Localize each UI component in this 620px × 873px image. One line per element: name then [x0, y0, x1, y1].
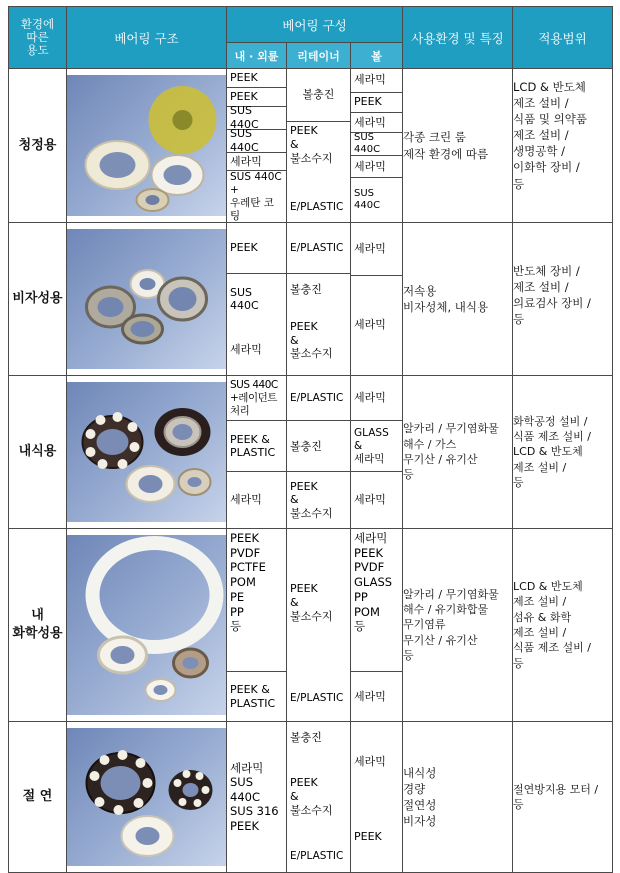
retainer-cell: [287, 376, 351, 529]
bearing-photo: [67, 229, 226, 369]
ball-item: GLASS & 세라믹: [351, 421, 402, 472]
ball-item: 세라믹: [354, 318, 386, 332]
inner-outer-item: SUS 440C: [230, 285, 259, 313]
photo-cell: [67, 529, 227, 722]
inner-outer-cell: [227, 722, 287, 873]
photo-cell: [67, 69, 227, 223]
table-row: [9, 69, 613, 223]
inner-outer-cell: [227, 223, 287, 376]
ball-item: 세라믹: [351, 223, 402, 276]
ball-item: SUS 440C: [351, 133, 402, 156]
retainer-item: E/PLASTIC: [287, 223, 350, 274]
bearing-photo: [67, 382, 226, 522]
usage-cell: 내식용: [9, 376, 67, 529]
inner-outer-item: PEEK: [227, 88, 286, 107]
retainer-item: PEEK & 불소수지: [290, 776, 333, 817]
inner-outer-item: PEEK: [227, 223, 286, 274]
inner-outer-item: 세라믹: [230, 342, 262, 356]
table-row: [9, 376, 613, 529]
ball-item: 세라믹 PEEK PVDF GLASS PP POM 등: [351, 529, 402, 672]
inner-outer-item: SUS 440C +레이던트처리: [227, 376, 286, 421]
retainer-item: E/PLASTIC: [290, 201, 344, 214]
header-scope: 적용범위: [513, 7, 613, 69]
ball-cell: [351, 722, 403, 873]
bearing-illustration: [67, 382, 226, 522]
header-composition: 베어링 구성: [227, 7, 403, 43]
inner-outer-cell: [227, 529, 287, 722]
environment-cell: 알카리 / 무기염화물 해수 / 가스 무기산 / 유기산 등: [403, 376, 513, 529]
ball-item: 세라믹: [351, 69, 402, 93]
bearing-table: [8, 6, 613, 873]
retainer-item: 볼충진: [287, 69, 350, 122]
scope-cell: 절연방지용 모터 / 등: [513, 722, 613, 873]
table-row: [9, 223, 613, 376]
ball-item: 세라믹: [354, 754, 386, 768]
environment-cell: 각종 크린 룸 제작 환경에 따름: [403, 69, 513, 223]
ball-item: PEEK: [354, 829, 382, 843]
bearing-illustration: [67, 728, 226, 866]
inner-outer-cell: [227, 376, 287, 529]
ball-item: 세라믹: [354, 689, 386, 703]
usage-cell: 절 연: [9, 722, 67, 873]
retainer-item: PEEK & 불소수지: [290, 124, 333, 165]
table-row: [9, 722, 613, 873]
ball-item: 세라믹: [351, 376, 402, 421]
retainer-item: E/PLASTIC: [290, 692, 344, 705]
header-retainer: 리테이너: [287, 43, 351, 69]
scope-cell: 화학공정 설비 / 식품 제조 설비 / LCD & 반도체 제조 설비 / 등: [513, 376, 613, 529]
retainer-item: E/PLASTIC: [287, 376, 350, 421]
table-row: [9, 529, 613, 722]
inner-outer-item: 세라믹: [230, 493, 262, 507]
inner-outer-item: SUS 440C: [227, 130, 286, 153]
retainer-item: 볼충진: [290, 730, 322, 744]
inner-outer-item: PEEK PVDF PCTFE POM PE PP 등: [227, 529, 286, 672]
retainer-cell: [287, 529, 351, 722]
bearing-illustration: [67, 75, 226, 216]
ball-item: 세라믹: [351, 113, 402, 133]
retainer-item: PEEK & 불소수지: [290, 582, 333, 623]
inner-outer-item: SUS 440C + 우레탄 코팅: [230, 170, 282, 222]
header-usage: 환경에 따른 용도: [9, 7, 67, 69]
ball-item: PEEK: [351, 93, 402, 113]
retainer-cell: [287, 69, 351, 223]
scope-cell: LCD & 반도체 제조 설비 / 섬유 & 화학 제조 설비 / 식품 제조 설비 / 등: [513, 529, 613, 722]
ball-item: 세라믹: [351, 156, 402, 178]
environment-cell: 알카리 / 무기염화물 해수 / 유기화합물 무기염류 무기산 / 유기산 등: [403, 529, 513, 722]
ball-cell: [351, 223, 403, 376]
inner-outer-item: 세라믹 SUS 440C SUS 316 PEEK: [230, 761, 279, 833]
ball-item: 세라믹: [354, 493, 386, 507]
inner-outer-item: PEEK & PLASTIC: [227, 421, 286, 472]
photo-cell: [67, 223, 227, 376]
ball-cell: [351, 376, 403, 529]
bearing-photo: [67, 728, 226, 866]
ball-item: SUS 440C: [354, 187, 381, 212]
retainer-item: PEEK & 불소수지: [290, 479, 333, 521]
scope-cell: LCD & 반도체 제조 설비 / 식품 및 의약품 제조 설비 / 생명공학 / 이화학 장비 / 등: [513, 69, 613, 223]
ball-cell: [351, 529, 403, 722]
ball-cell: [351, 69, 403, 223]
retainer-cell: [287, 223, 351, 376]
inner-outer-item: SUS 440C: [227, 107, 286, 130]
bearing-photo: [67, 535, 226, 715]
bearing-photo: [67, 75, 226, 216]
header-environment: 사용환경 및 특징: [403, 7, 513, 69]
bearing-illustration: [67, 229, 226, 369]
bearing-illustration: [67, 535, 226, 715]
usage-cell: 내 화학성용: [9, 529, 67, 722]
retainer-item: 볼충진: [287, 421, 350, 472]
header-inner-outer: 내 · 외륜: [227, 43, 287, 69]
header-ball: 볼: [351, 43, 403, 69]
inner-outer-item: 세라믹: [227, 153, 286, 172]
retainer-cell: [287, 722, 351, 873]
environment-cell: 저속용 비자성체, 내식용: [403, 223, 513, 376]
usage-cell: 청정용: [9, 69, 67, 223]
inner-outer-item: PEEK: [227, 69, 286, 88]
retainer-item: 볼충진: [290, 283, 322, 297]
retainer-item: PEEK & 불소수지: [290, 319, 333, 361]
environment-cell: 내식성 경량 절연성 비자성: [403, 722, 513, 873]
inner-outer-cell: [227, 69, 287, 223]
scope-cell: 반도체 장비 / 제조 설비 / 의료검사 장비 / 등: [513, 223, 613, 376]
photo-cell: [67, 376, 227, 529]
header-structure: 베어링 구조: [67, 7, 227, 69]
inner-outer-item: PEEK & PLASTIC: [230, 682, 276, 710]
retainer-item: E/PLASTIC: [290, 849, 344, 862]
photo-cell: [67, 722, 227, 873]
usage-cell: 비자성용: [9, 223, 67, 376]
